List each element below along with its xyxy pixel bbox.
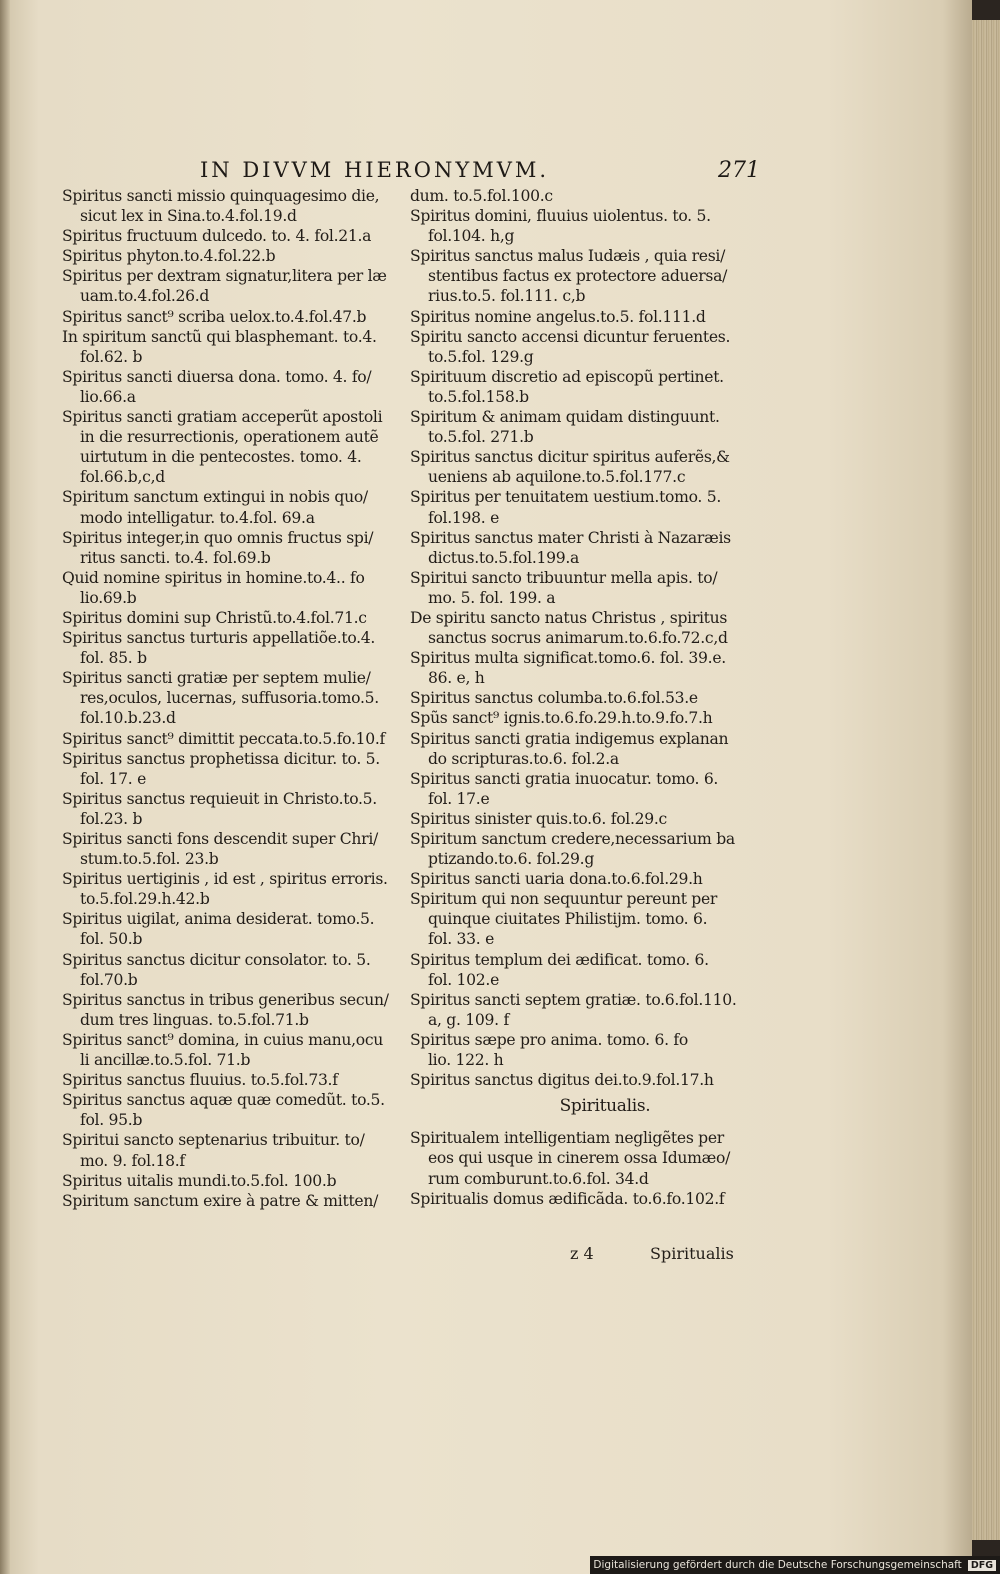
entry-continuation-line: to.5.fol.29.h.42.b — [80, 890, 210, 909]
entry-line: Spiritus sancti fons descendit super Chri/ — [62, 830, 378, 848]
entry-continuation-line: fol. 33. e — [428, 930, 495, 949]
index-entry — [62, 789, 402, 829]
entry-continuation-line: mo. 9. fol.18.f — [80, 1151, 185, 1170]
index-entry — [410, 528, 740, 568]
index-entry — [62, 327, 402, 367]
index-entry — [62, 568, 402, 608]
entry-continuation-line: rum comburunt.to.6.fol. 34.d — [428, 1169, 649, 1188]
entry-line: Spiritus phyton.to.4.fol.22.b — [62, 247, 276, 266]
running-header — [200, 158, 760, 186]
page-fore-edge — [972, 20, 1000, 1540]
entry-continuation-line: fol. 95.b — [80, 1111, 143, 1130]
index-entry — [410, 246, 740, 306]
index-entry — [410, 206, 740, 246]
entry-continuation-line: to.5.fol. 271.b — [428, 428, 534, 447]
index-entry — [410, 809, 740, 829]
entry-line: Spiritus per dextram signatur,litera per læ — [62, 267, 387, 286]
entry-line: Spiritus sancti gratia inuocatur. tomo. 6. — [410, 769, 719, 788]
entry-line: Spiritus sancti gratia indigemus explanan — [410, 729, 729, 748]
running-title: IN DIVVM HIERONYMVM. — [200, 158, 550, 182]
entry-line: Spiritus sanctus columba.to.6.fol.53.e — [410, 689, 698, 708]
entry-line: Spiritus sæpe pro anima. tomo. 6. fo — [410, 1030, 688, 1049]
entry-continuation-line: fol. 17. e — [80, 769, 147, 788]
entry-line: Spiritus sanct⁹ domina, in cuius manu,ocu — [62, 1030, 384, 1049]
entry-line: Quid nomine spiritus in homine.to.4.. fo — [62, 568, 365, 587]
entry-continuation-line: dictus.to.5.fol.199.a — [428, 548, 580, 567]
entry-continuation-line: to.5.fol. 129.g — [428, 347, 534, 366]
entry-continuation-line: fol.104. h,g — [428, 227, 515, 246]
entry-line: Spiritualem intelligentiam negligẽtes per — [410, 1129, 724, 1148]
index-entry — [410, 869, 740, 889]
index-entry — [62, 407, 402, 487]
index-entry — [410, 1189, 740, 1209]
entry-continuation-line: stentibus factus ex protectore aduersa/ — [428, 267, 728, 286]
index-entry — [410, 407, 740, 447]
entry-continuation-line: mo. 5. fol. 199. a — [428, 588, 556, 607]
index-entry — [62, 307, 402, 327]
entry-continuation-line: lio.66.a — [80, 387, 136, 406]
index-entry — [62, 1130, 402, 1170]
entry-line: Spiritus sanctus turturis appellatiõe.to.4. — [62, 629, 376, 648]
dfg-funding-text: Digitalisierung gefördert durch die Deutsche Forschungsgemeinschaft — [593, 1559, 962, 1571]
left-index-column — [62, 186, 402, 1211]
entry-line: In spiritum sanctũ qui blasphemant. to.4. — [62, 327, 377, 346]
entry-continuation-line: fol.62. b — [80, 347, 143, 366]
entry-continuation-line: fol. 102.e — [428, 970, 500, 989]
entry-line: Spiritus nomine angelus.to.5. fol.111.d — [410, 307, 706, 326]
entry-line: Spiritus sanctus dicitur consolator. to. 5. — [62, 950, 371, 969]
entry-continuation-line: fol. 17.e — [428, 789, 490, 808]
index-entry — [62, 628, 402, 668]
entry-line: Spiritus integer,in quo omnis fructus spi/ — [62, 528, 374, 547]
entry-line: Spiritui sancto tribuuntur mella apis. to/ — [410, 568, 718, 587]
index-entry — [62, 869, 402, 909]
entry-line: Spiritum sanctum credere,necessarium ba — [410, 830, 735, 848]
entry-continuation-line: lio.69.b — [80, 588, 137, 607]
entry-continuation-line: 86. e, h — [428, 669, 485, 688]
index-entry — [410, 307, 740, 327]
index-entry — [62, 608, 402, 628]
index-entry — [410, 186, 740, 206]
index-entry — [410, 1128, 740, 1188]
dfg-funding-banner — [590, 1556, 1000, 1574]
entry-line: Spiritus uitalis mundi.to.5.fol. 100.b — [62, 1171, 337, 1190]
index-entry — [410, 729, 740, 769]
index-entry — [410, 568, 740, 608]
entry-continuation-line: dum tres linguas. to.5.fol.71.b — [80, 1010, 309, 1029]
index-entry — [62, 729, 402, 749]
entry-line: Spiritu sancto accensi dicuntur feruentes. — [410, 327, 731, 346]
index-entry — [410, 367, 740, 407]
entry-continuation-line: li ancillæ.to.5.fol. 71.b — [80, 1051, 251, 1070]
entry-line: Spiritus sancti missio quinquagesimo die, — [62, 187, 380, 205]
catchword: Spiritualis — [650, 1244, 734, 1263]
entry-line: Spiritus sinister quis.to.6. fol.29.c — [410, 809, 667, 828]
entry-line: Spiritum qui non sequuntur pereunt per — [410, 890, 718, 909]
signature-mark: z 4 — [570, 1244, 594, 1263]
entry-continuation-line: a, g. 109. f — [428, 1010, 509, 1029]
index-entry — [410, 950, 740, 990]
index-entry — [62, 1191, 402, 1211]
entry-continuation-line: lio. 122. h — [428, 1051, 504, 1070]
entry-line: Spiritus sanctus digitus dei.to.9.fol.17.h — [410, 1071, 714, 1090]
entry-line: Spiritus sancti diuersa dona. tomo. 4. fo/ — [62, 367, 372, 386]
entry-line: Spiritus domini sup Christũ.to.4.fol.71.c — [62, 608, 367, 627]
entry-continuation-line: uam.to.4.fol.26.d — [80, 287, 210, 306]
entry-continuation-line: do scripturas.to.6. fol.2.a — [428, 749, 619, 768]
entry-line: Spiritus sanctus in tribus generibus secun/ — [62, 990, 389, 1009]
entry-line: Spiritus sanct⁹ scriba uelox.to.4.fol.47.b — [62, 307, 367, 326]
entry-line: Spũs sanct⁹ ignis.to.6.fo.29.h.to.9.fo.7.h — [410, 709, 713, 728]
entry-line: Spiritus sanctus dicitur spiritus auferẽs,& — [410, 448, 730, 467]
entry-continuation-line: modo intelligatur. to.4.fol. 69.a — [80, 508, 315, 527]
entry-continuation-line: fol.198. e — [428, 508, 500, 527]
entry-continuation-line: ueniens ab aquilone.to.5.fol.177.c — [428, 468, 686, 487]
index-entry — [62, 1070, 402, 1090]
index-entry — [62, 487, 402, 527]
entry-line: Spiritus sanctus fluuius. to.5.fol.73.f — [62, 1071, 338, 1090]
entry-continuation-line: ptizando.to.6. fol.29.g — [428, 850, 595, 869]
section-subheading: Spiritualis. — [559, 1096, 651, 1117]
entry-line: Spiritus fructuum dulcedo. to. 4. fol.21.a — [62, 227, 372, 246]
index-entry — [62, 950, 402, 990]
index-entry — [410, 1030, 740, 1070]
index-entry — [62, 1090, 402, 1130]
index-entry — [410, 608, 740, 648]
folio-number: 271 — [718, 158, 760, 183]
entry-line: Spirituum discretio ad episcopũ pertinet. — [410, 367, 724, 386]
entry-continuation-line: to.5.fol.158.b — [428, 387, 529, 406]
entry-line: De spiritu sancto natus Christus , spiritus — [410, 608, 728, 627]
entry-line: Spiritum sanctum extingui in nobis quo/ — [62, 488, 368, 507]
index-entry — [62, 1171, 402, 1191]
index-entry — [62, 909, 402, 949]
gutter-shadow — [0, 0, 10, 1574]
entry-line: Spiritum & animam quidam distinguunt. — [410, 408, 720, 427]
entry-continuation-line: stum.to.5.fol. 23.b — [80, 850, 219, 869]
index-entry — [62, 226, 402, 246]
index-entry — [410, 688, 740, 708]
index-entry — [62, 186, 402, 226]
entry-line: Spiritus uigilat, anima desiderat. tomo.5. — [62, 910, 375, 929]
entry-line: Spiritualis domus ædificãda. to.6.fo.102.f — [410, 1189, 725, 1208]
dfg-logo: DFG — [968, 1560, 996, 1571]
entry-line: dum. to.5.fol.100.c — [410, 187, 553, 205]
entry-line: Spiritui sancto septenarius tribuitur. to/ — [62, 1131, 365, 1150]
entry-line: Spiritus sanctus malus Iudæis , quia resi/ — [410, 247, 726, 266]
entry-line: Spiritus sancti gratiam acceperũt apostoli — [62, 408, 383, 427]
entry-line: Spiritus per tenuitatem uestium.tomo. 5. — [410, 488, 722, 507]
entry-line: Spiritus sanctus mater Christi à Nazaræis — [410, 528, 731, 547]
entry-line: Spiritus sanctus aquæ quæ comedũt. to.5. — [62, 1091, 385, 1110]
index-entry — [62, 668, 402, 728]
entry-line: Spiritus domini, fluuius uiolentus. to. 5. — [410, 207, 711, 226]
entry-continuation-line: eos qui usque in cinerem ossa Idumæo/ — [428, 1149, 731, 1168]
entry-continuation-line: fol.70.b — [80, 970, 138, 989]
entry-continuation-line: fol.10.b.23.d — [80, 709, 176, 728]
entry-continuation-line: fol.66.b,c,d — [80, 468, 165, 487]
index-entry — [62, 749, 402, 789]
entry-continuation-line: quinque ciuitates Philistijm. tomo. 6. — [428, 910, 708, 929]
index-entry — [410, 990, 740, 1030]
entry-continuation-line: uirtutum in die pentecostes. tomo. 4. — [80, 448, 362, 467]
entry-line: Spiritus sancti septem gratiæ. to.6.fol.110. — [410, 990, 737, 1009]
index-entry — [410, 327, 740, 367]
index-entry — [62, 246, 402, 266]
index-entry — [62, 367, 402, 407]
index-entry — [410, 1070, 740, 1090]
entry-continuation-line: res,oculos, lucernas, suffusoria.tomo.5. — [80, 689, 379, 708]
index-entry — [410, 829, 740, 869]
index-entry — [62, 266, 402, 306]
entry-line: Spiritus sanctus prophetissa dicitur. to. 5. — [62, 749, 380, 768]
index-entry — [62, 528, 402, 568]
entry-continuation-line: fol.23. b — [80, 809, 143, 828]
index-entry — [62, 1030, 402, 1070]
entry-line: Spiritus sanctus requieuit in Christo.to.5. — [62, 789, 377, 808]
index-entry — [410, 447, 740, 487]
index-entry — [410, 648, 740, 688]
index-entry — [410, 708, 740, 728]
entry-line: Spiritus multa significat.tomo.6. fol. 39.e. — [410, 649, 726, 668]
index-entry — [410, 769, 740, 809]
right-index-column — [410, 186, 740, 1209]
entry-line: Spiritus sancti gratiæ per septem mulie/ — [62, 669, 371, 688]
entry-continuation-line: rius.to.5. fol.111. c,b — [428, 287, 586, 306]
index-entry — [410, 889, 740, 949]
entry-line: Spiritus templum dei ædificat. tomo. 6. — [410, 950, 709, 969]
entry-line: Spiritus sancti uaria dona.to.6.fol.29.h — [410, 870, 703, 889]
entry-continuation-line: fol. 85. b — [80, 649, 147, 668]
entry-line: Spiritum sanctum exire à patre & mitten/ — [62, 1191, 379, 1210]
entry-continuation-line: in die resurrectionis, operationem autẽ — [80, 428, 379, 447]
entry-continuation-line: fol. 50.b — [80, 930, 143, 949]
entry-line: Spiritus sanct⁹ dimittit peccata.to.5.fo.10.f — [62, 729, 386, 748]
index-entry — [410, 487, 740, 527]
entry-continuation-line: ritus sancti. to.4. fol.69.b — [80, 548, 271, 567]
entry-continuation-line: sicut lex in Sina.to.4.fol.19.d — [80, 207, 297, 226]
index-entry — [62, 829, 402, 869]
entry-continuation-line: sanctus socrus animarum.to.6.fo.72.c,d — [428, 629, 728, 648]
index-entry — [62, 990, 402, 1030]
entry-line: Spiritus uertiginis , id est , spiritus erroris. — [62, 870, 388, 889]
